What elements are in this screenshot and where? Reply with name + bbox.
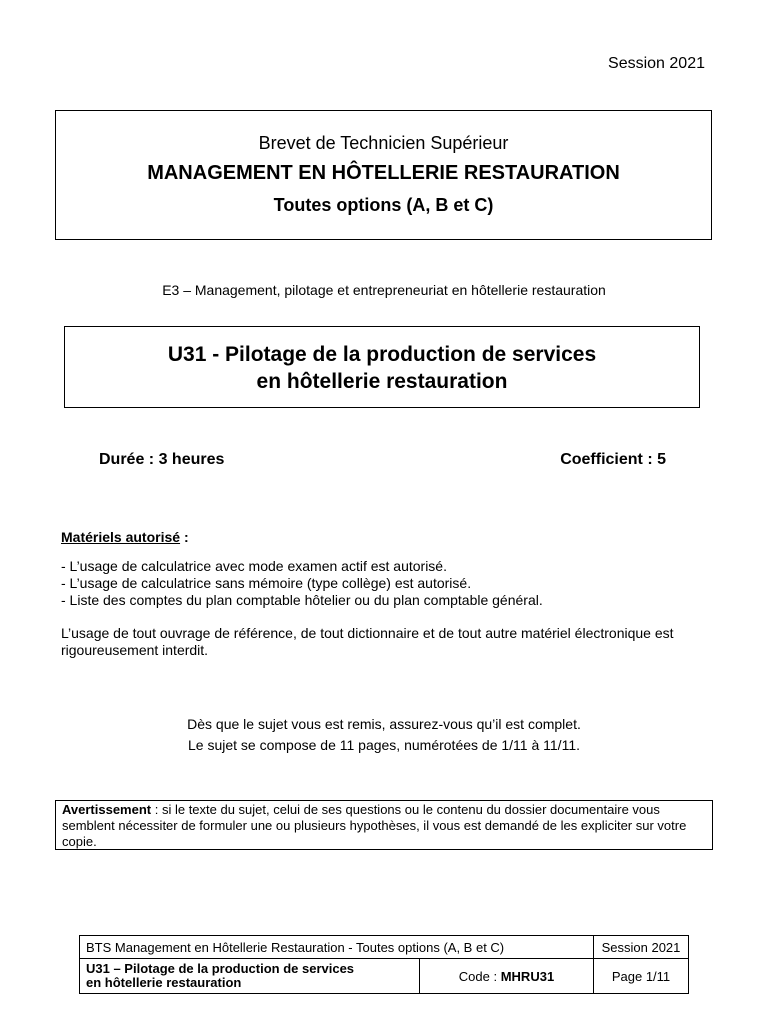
warning-box	[55, 800, 713, 850]
diploma-title: Brevet de Technicien Supérieur	[258, 133, 509, 153]
footer-unit-line1: U31 – Pilotage de la production de services	[86, 961, 355, 976]
footer-unit	[80, 959, 420, 994]
unit-title-line1: U31 - Pilotage de la production de services	[167, 343, 597, 366]
warning-text: : si le texte du sujet, celui de ses questions ou le contenu du dossier documentaire vous semblent nécessiter de formuler une ou plusieurs hypothèses, il vous est demandé de les expliciter sur votre copie.	[62, 802, 687, 849]
list-item: - L’usage de calculatrice sans mémoire (type collège) est autorisé.	[61, 575, 472, 591]
footer-session: Session 2021	[594, 936, 689, 959]
footer-unit-line2: en hôtellerie restauration	[86, 975, 242, 990]
options-title: Toutes options (A, B et C)	[273, 195, 494, 215]
warning-label: Avertissement	[62, 802, 152, 817]
footer-code	[420, 959, 594, 994]
usage-restriction: L’usage de tout ouvrage de référence, de tout dictionnaire et de tout autre matériel électronique est rigoureusement interdit.	[61, 625, 674, 658]
unit-title-line2: en hôtellerie restauration	[256, 370, 508, 393]
footer-course: BTS Management en Hôtellerie Restauration - Toutes options (A, B et C)	[80, 936, 594, 959]
list-item: - Liste des comptes du plan comptable hôtelier ou du plan comptable général.	[61, 592, 543, 608]
notice	[0, 714, 768, 756]
title-box	[55, 110, 712, 240]
notice-line1: Dès que le sujet vous est remis, assurez-vous qu’il est complet.	[187, 716, 581, 732]
specialty-title: MANAGEMENT EN HÔTELLERIE RESTAURATION	[147, 162, 620, 184]
materials-heading-text: Matériels autorisé	[61, 529, 181, 545]
unit-box	[64, 326, 700, 408]
coefficient: Coefficient : 5	[560, 451, 666, 468]
materials-heading	[61, 529, 189, 545]
footer-code-label: Code :	[458, 968, 501, 984]
materials-heading-suffix: :	[180, 529, 189, 545]
footer-table	[79, 935, 689, 994]
materials-list	[61, 558, 543, 609]
footer-page: Page 1/11	[594, 959, 689, 994]
epreuve-label: E3 – Management, pilotage et entrepreneuriat en hôtellerie restauration	[162, 282, 606, 298]
list-item: - L’usage de calculatrice avec mode examen actif est autorisé.	[61, 558, 447, 574]
duration: Durée : 3 heures	[99, 451, 225, 468]
footer-code-value: MHRU31	[500, 968, 555, 984]
notice-line2: Le sujet se compose de 11 pages, numérotées de 1/11 à 11/11.	[187, 737, 580, 753]
session-label: Session 2021	[608, 55, 705, 72]
